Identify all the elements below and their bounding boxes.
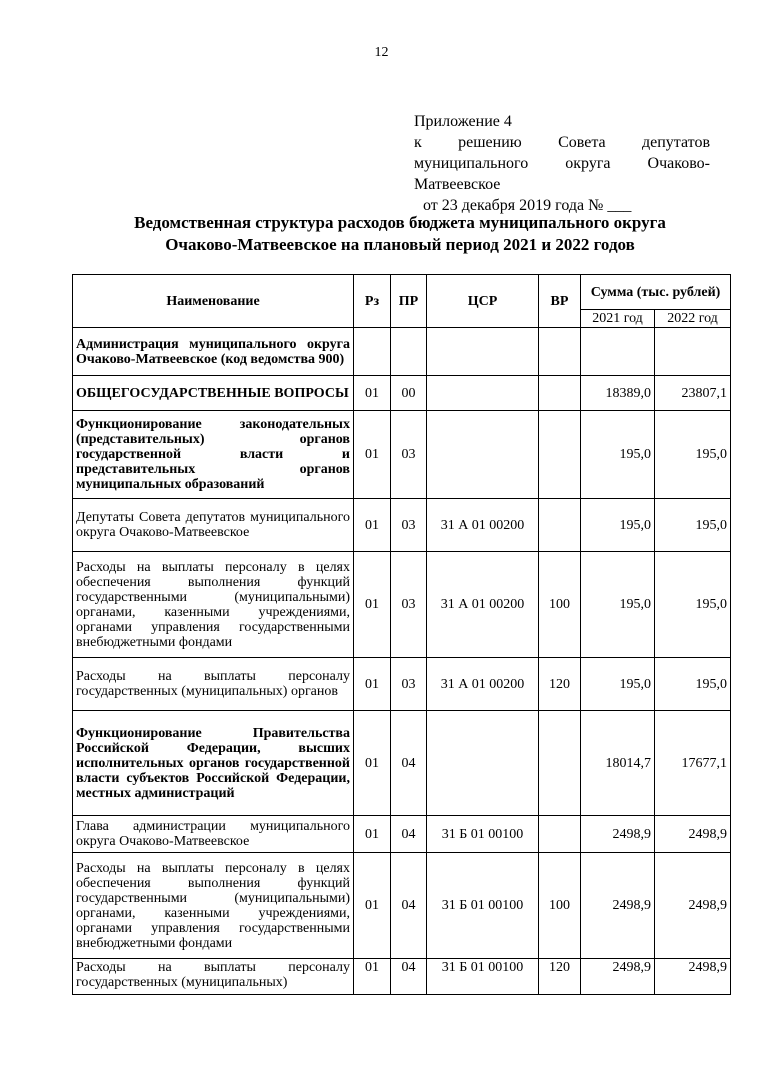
row-rz: 01 [354, 959, 391, 995]
row-vr: 100 [539, 853, 581, 959]
table-row [73, 411, 731, 499]
row-name: Функционирование законодательных (представительных) органов государственной власти и представительных органов муниципальных образований [73, 411, 354, 499]
row-csr [427, 376, 539, 411]
row-2021: 2498,9 [581, 959, 655, 995]
row-pr: 04 [391, 711, 427, 816]
row-rz: 01 [354, 411, 391, 499]
row-name: Функционирование Правительства Российской Федерации, высших исполнительных органов государственной власти субъектов Российской Федерации, местных администраций [73, 711, 354, 816]
table-row [73, 711, 731, 816]
budget-table [72, 274, 731, 995]
header-year-2022: 2022 год [655, 310, 731, 328]
row-csr: 31 А 01 00200 [427, 552, 539, 658]
row-pr: 04 [391, 853, 427, 959]
row-rz: 01 [354, 376, 391, 411]
row-vr [539, 411, 581, 499]
row-2022: 195,0 [655, 658, 731, 711]
table-row [73, 552, 731, 658]
row-name: Администрация муниципального округа Очаково-Матвеевское (код ведомства 900) [73, 328, 354, 376]
row-pr: 04 [391, 959, 427, 995]
table-row [73, 658, 731, 711]
table-row [73, 853, 731, 959]
row-rz: 01 [354, 853, 391, 959]
row-2022: 2498,9 [655, 816, 731, 853]
page-number: 12 [374, 45, 389, 60]
row-pr: 03 [391, 411, 427, 499]
header-year-2021: 2021 год [581, 310, 655, 328]
row-csr: 31 Б 01 00100 [427, 959, 539, 995]
header-sum: Сумма (тыс. рублей) [581, 275, 731, 310]
row-2021: 195,0 [581, 552, 655, 658]
row-csr [427, 411, 539, 499]
row-vr: 120 [539, 658, 581, 711]
row-rz: 01 [354, 499, 391, 552]
row-pr [391, 328, 427, 376]
row-2022 [655, 328, 731, 376]
row-pr: 03 [391, 552, 427, 658]
row-2022: 17677,1 [655, 711, 731, 816]
row-name: ОБЩЕГОСУДАРСТВЕННЫЕ ВОПРОСЫ [73, 376, 354, 411]
row-pr: 03 [391, 499, 427, 552]
row-vr [539, 816, 581, 853]
row-rz [354, 328, 391, 376]
row-name: Расходы на выплаты персоналу государственных (муниципальных) органов [73, 658, 354, 711]
row-2022: 195,0 [655, 552, 731, 658]
row-2022: 195,0 [655, 499, 731, 552]
appendix-line: к решению Совета депутатов [414, 134, 710, 151]
table-row [73, 376, 731, 411]
row-pr: 03 [391, 658, 427, 711]
row-vr: 120 [539, 959, 581, 995]
row-2022: 2498,9 [655, 853, 731, 959]
row-rz: 01 [354, 816, 391, 853]
document-title-line: Очаково-Матвеевское на плановый период 2021 и 2022 годов [165, 235, 635, 254]
row-csr [427, 711, 539, 816]
appendix-line: Матвеевское [414, 176, 501, 193]
header-vr: ВР [539, 275, 581, 328]
row-rz: 01 [354, 711, 391, 816]
appendix-date: от 23 декабря 2019 года № ___ [423, 197, 632, 214]
row-name: Глава администрации муниципального округа Очаково-Матвеевское [73, 816, 354, 853]
row-2021 [581, 328, 655, 376]
document-title-line: Ведомственная структура расходов бюджета муниципального округа [134, 213, 666, 232]
row-name: Расходы на выплаты персоналу в целях обеспечения выполнения функций государственными (муниципальными) органами, казенными учреждениями, органами управления государственными внебюджетными фондами [73, 853, 354, 959]
row-vr [539, 499, 581, 552]
row-2021: 2498,9 [581, 816, 655, 853]
row-rz: 01 [354, 658, 391, 711]
row-name: Расходы на выплаты персоналу государственных (муниципальных) [73, 959, 354, 995]
row-2022: 2498,9 [655, 959, 731, 995]
row-2022: 23807,1 [655, 376, 731, 411]
appendix-block [414, 111, 710, 216]
row-csr [427, 328, 539, 376]
row-pr: 04 [391, 816, 427, 853]
table-row [73, 959, 731, 995]
row-2021: 195,0 [581, 499, 655, 552]
row-pr: 00 [391, 376, 427, 411]
row-2021: 18389,0 [581, 376, 655, 411]
row-2021: 18014,7 [581, 711, 655, 816]
row-vr: 100 [539, 552, 581, 658]
row-csr: 31 Б 01 00100 [427, 816, 539, 853]
header-rz: Рз [354, 275, 391, 328]
row-vr [539, 328, 581, 376]
row-2021: 195,0 [581, 658, 655, 711]
appendix-line: муниципального округа Очаково- [414, 155, 710, 172]
appendix-title: Приложение 4 [414, 113, 512, 130]
row-2021: 195,0 [581, 411, 655, 499]
table-row [73, 499, 731, 552]
row-rz: 01 [354, 552, 391, 658]
row-2021: 2498,9 [581, 853, 655, 959]
row-csr: 31 Б 01 00100 [427, 853, 539, 959]
row-name: Депутаты Совета депутатов муниципального округа Очаково-Матвеевское [73, 499, 354, 552]
document-title [70, 212, 730, 256]
header-pr: ПР [391, 275, 427, 328]
header-csr: ЦСР [427, 275, 539, 328]
row-csr: 31 А 01 00200 [427, 499, 539, 552]
header-name: Наименование [73, 275, 354, 328]
table-row [73, 328, 731, 376]
row-csr: 31 А 01 00200 [427, 658, 539, 711]
row-vr [539, 376, 581, 411]
table-row [73, 816, 731, 853]
row-2022: 195,0 [655, 411, 731, 499]
row-vr [539, 711, 581, 816]
row-name: Расходы на выплаты персоналу в целях обеспечения выполнения функций государственными (муниципальными) органами, казенными учреждениями, органами управления государственными внебюджетными фондами [73, 552, 354, 658]
